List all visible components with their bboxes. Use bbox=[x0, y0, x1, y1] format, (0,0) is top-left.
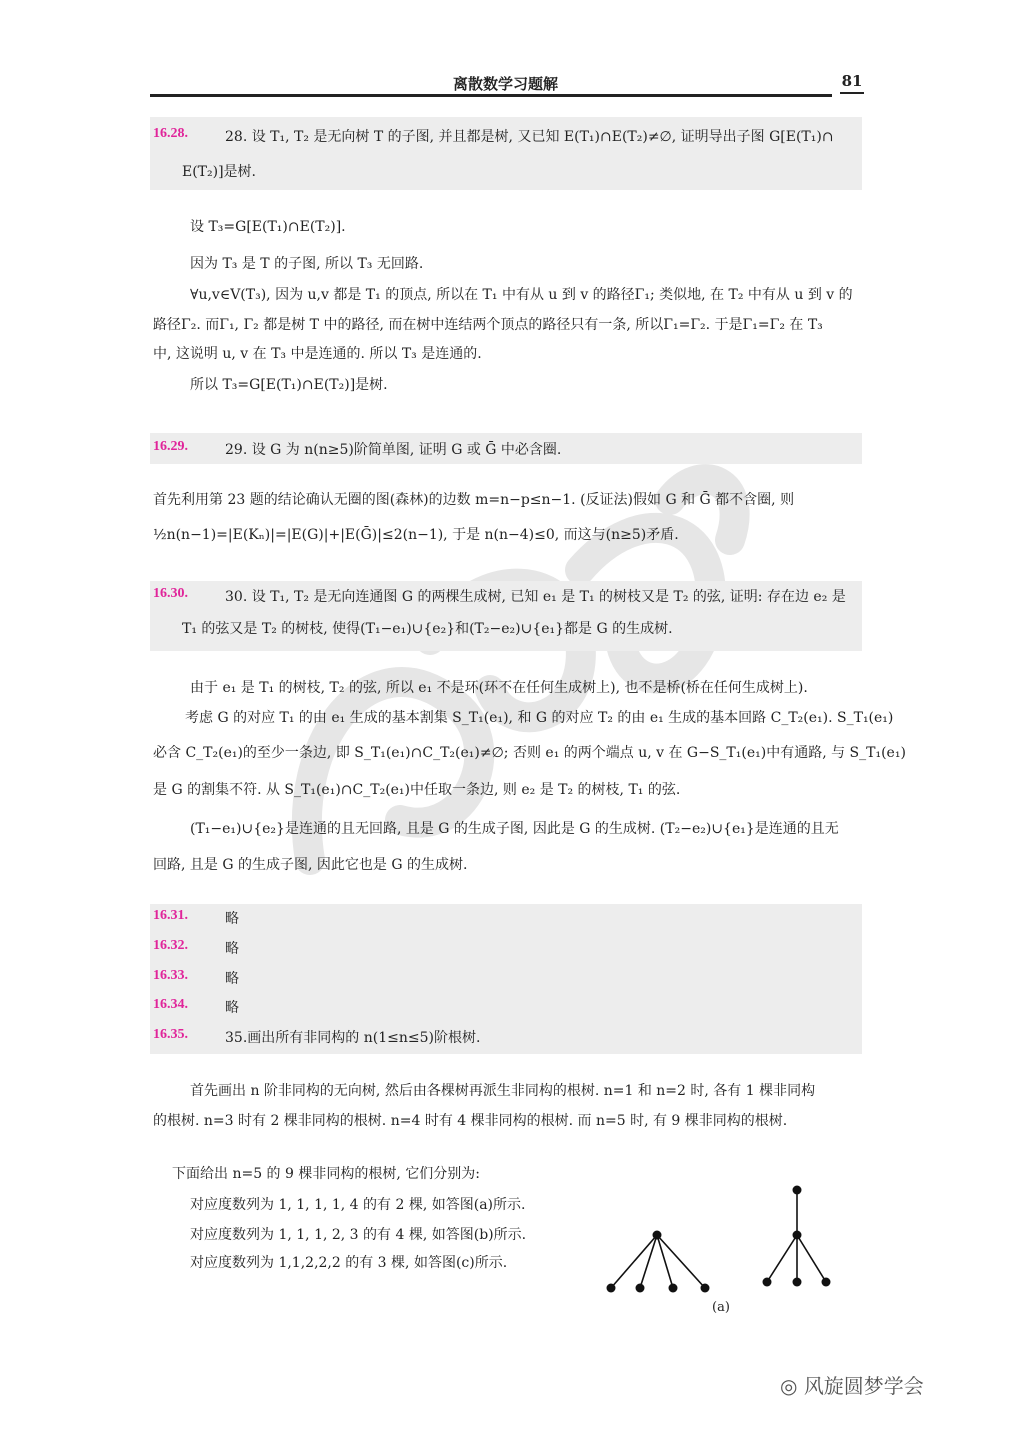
tree-node bbox=[793, 1231, 802, 1240]
answer-line: 回路, 且是 G 的生成子图, 因此它也是 G 的生成树. bbox=[153, 857, 468, 873]
answer-line: 考虑 G 的对应 T₁ 的由 e₁ 生成的基本割集 S_T₁(e₁), 和 G 的对应 T₂ 的由 e₁ 生成的基本回路 C_T₂(e₁). S_T₁(e₁) bbox=[185, 710, 894, 726]
footer-watermark bbox=[780, 1370, 924, 1399]
answer-line: (T₁−e₁)∪{e₂}是连通的且无回路, 且是 G 的生成子图, 因此是 G 的生成树. (T₂−e₂)∪{e₁}是连通的且无 bbox=[190, 821, 839, 837]
question-text: 29. 设 G 为 n(n≥5)阶简单图, 证明 G 或 Ḡ 中必含圈. bbox=[225, 442, 562, 458]
figure-caption: (a) bbox=[712, 1300, 730, 1315]
answer-line: 因为 T₃ 是 T 的子图, 所以 T₃ 无回路. bbox=[190, 256, 424, 272]
tree-node bbox=[763, 1278, 772, 1287]
answer-line: 首先利用第 23 题的结论确认无圈的图(森林)的边数 m=n−p≤n−1. (反证法)假如 G 和 Ḡ 都不含圈, 则 bbox=[153, 492, 795, 508]
watermark-text: 风旋圆梦学会 bbox=[803, 1374, 924, 1398]
answer-line: 的根树. n=3 时有 2 棵非同构的根树. n=4 时有 4 棵非同构的根树. 而 n=5 时, 有 9 棵非同构的根树. bbox=[153, 1113, 788, 1129]
question-text: 略 bbox=[225, 941, 239, 957]
answer-line: 路径Γ₂. 而Γ₁, Γ₂ 都是树 T 中的路径, 而在树中连结两个顶点的路径只有一条, 所以Γ₁=Γ₂. 于是Γ₁=Γ₂ 在 T₃ bbox=[153, 317, 823, 333]
page-number: 81 bbox=[840, 72, 864, 94]
tree-edge bbox=[797, 1235, 826, 1282]
tree-node bbox=[822, 1278, 831, 1287]
answer-line: 对应度数列为 1,1,2,2,2 的有 3 棵, 如答图(c)所示. bbox=[190, 1255, 508, 1271]
answer-line: ½n(n−1)=|E(Kₙ)|=|E(G)|+|E(Ḡ)|≤2(n−1), 于是 n(n−4)≤0, 而这与(n≥5)矛盾. bbox=[153, 527, 679, 543]
answer-line: 设 T₃=G[E(T₁)∩E(T₂)]. bbox=[190, 219, 346, 235]
question-text: 28. 设 T₁, T₂ 是无向树 T 的子图, 并且都是树, 又已知 E(T₁)∩E(T₂)≠∅, 证明导出子图 G[E(T₁)∩ bbox=[225, 129, 834, 145]
question-text: 35.画出所有非同构的 n(1≤n≤5)阶根树. bbox=[225, 1030, 481, 1046]
tree-node bbox=[669, 1284, 678, 1293]
rooted-tree-figure-a bbox=[590, 1180, 850, 1310]
header-title: 离散数学习题解 bbox=[452, 75, 558, 93]
question-text: 30. 设 T₁, T₂ 是无向连通图 G 的两棵生成树, 已知 e₁ 是 T₁ 的树枝又是 T₂ 的弦, 证明: 存在边 e₂ 是 bbox=[225, 589, 846, 605]
tree-node bbox=[793, 1278, 802, 1287]
answer-line: 首先画出 n 阶非同构的无向树, 然后由各棵树再派生非同构的根树. n=1 和 n=2 时, 各有 1 棵非同构 bbox=[190, 1083, 816, 1099]
question-number: 16.30. bbox=[153, 586, 188, 601]
question-number: 16.32. bbox=[153, 938, 188, 953]
question-text: 略 bbox=[225, 1000, 239, 1016]
answer-line: 对应度数列为 1, 1, 1, 1, 4 的有 2 棵, 如答图(a)所示. bbox=[190, 1197, 526, 1213]
answer-line: 对应度数列为 1, 1, 1, 2, 3 的有 4 棵, 如答图(b)所示. bbox=[190, 1227, 527, 1243]
question-box-16-31-35 bbox=[150, 904, 862, 1054]
answer-line: 所以 T₃=G[E(T₁)∩E(T₂)]是树. bbox=[190, 377, 388, 393]
question-number: 16.31. bbox=[153, 908, 188, 923]
tree-node bbox=[701, 1284, 710, 1293]
answer-line: 由于 e₁ 是 T₁ 的树枝, T₂ 的弦, 所以 e₁ 不是环(环不在任何生成树上), 也不是桥(桥在任何生成树上). bbox=[190, 680, 808, 696]
wechat-icon: ◎ bbox=[780, 1374, 798, 1398]
question-number: 16.35. bbox=[153, 1027, 188, 1042]
tree-edge bbox=[611, 1235, 657, 1288]
answer-line: ∀u,v∈V(T₃), 因为 u,v 都是 T₁ 的顶点, 所以在 T₁ 中有从 u 到 v 的路径Γ₁; 类似地, 在 T₂ 中有从 u 到 v 的 bbox=[190, 287, 853, 303]
background-watermark bbox=[250, 440, 810, 960]
tree-edge bbox=[640, 1235, 657, 1288]
answer-line: 必含 C_T₂(e₁)的至少一条边, 即 S_T₁(e₁)∩C_T₂(e₁)≠∅; 否则 e₁ 的两个端点 u, v 在 G−S_T₁(e₁)中有通路, 与 S_T₁(e₁) bbox=[153, 745, 906, 761]
tree-node bbox=[607, 1284, 616, 1293]
tree-node bbox=[653, 1231, 662, 1240]
header-rule bbox=[150, 94, 832, 97]
answer-line: 是 G 的割集不符. 从 S_T₁(e₁)∩C_T₂(e₁)中任取一条边, 则 e₂ 是 T₂ 的树枝, T₁ 的弦. bbox=[153, 782, 681, 798]
tree-node bbox=[793, 1186, 802, 1195]
question-number: 16.29. bbox=[153, 439, 188, 454]
tree-node bbox=[636, 1284, 645, 1293]
question-text: 略 bbox=[225, 911, 239, 927]
question-box-16-29 bbox=[150, 433, 862, 464]
answer-line: 下面给出 n=5 的 9 棵非同构的根树, 它们分别为: bbox=[172, 1166, 480, 1182]
tree-edge bbox=[767, 1235, 797, 1282]
question-number: 16.28. bbox=[153, 126, 188, 141]
question-text: E(T₂)]是树. bbox=[182, 164, 257, 180]
question-number: 16.34. bbox=[153, 997, 188, 1012]
question-text: 略 bbox=[225, 971, 239, 987]
answer-line: 中, 这说明 u, v 在 T₃ 中是连通的. 所以 T₃ 是连通的. bbox=[153, 346, 482, 362]
question-box-16-28 bbox=[150, 117, 862, 190]
question-box-16-30 bbox=[150, 581, 862, 651]
question-text: T₁ 的弦又是 T₂ 的树枝, 使得(T₁−e₁)∪{e₂}和(T₂−e₂)∪{e₁}都是 G 的生成树. bbox=[182, 621, 673, 637]
question-number: 16.33. bbox=[153, 968, 188, 983]
